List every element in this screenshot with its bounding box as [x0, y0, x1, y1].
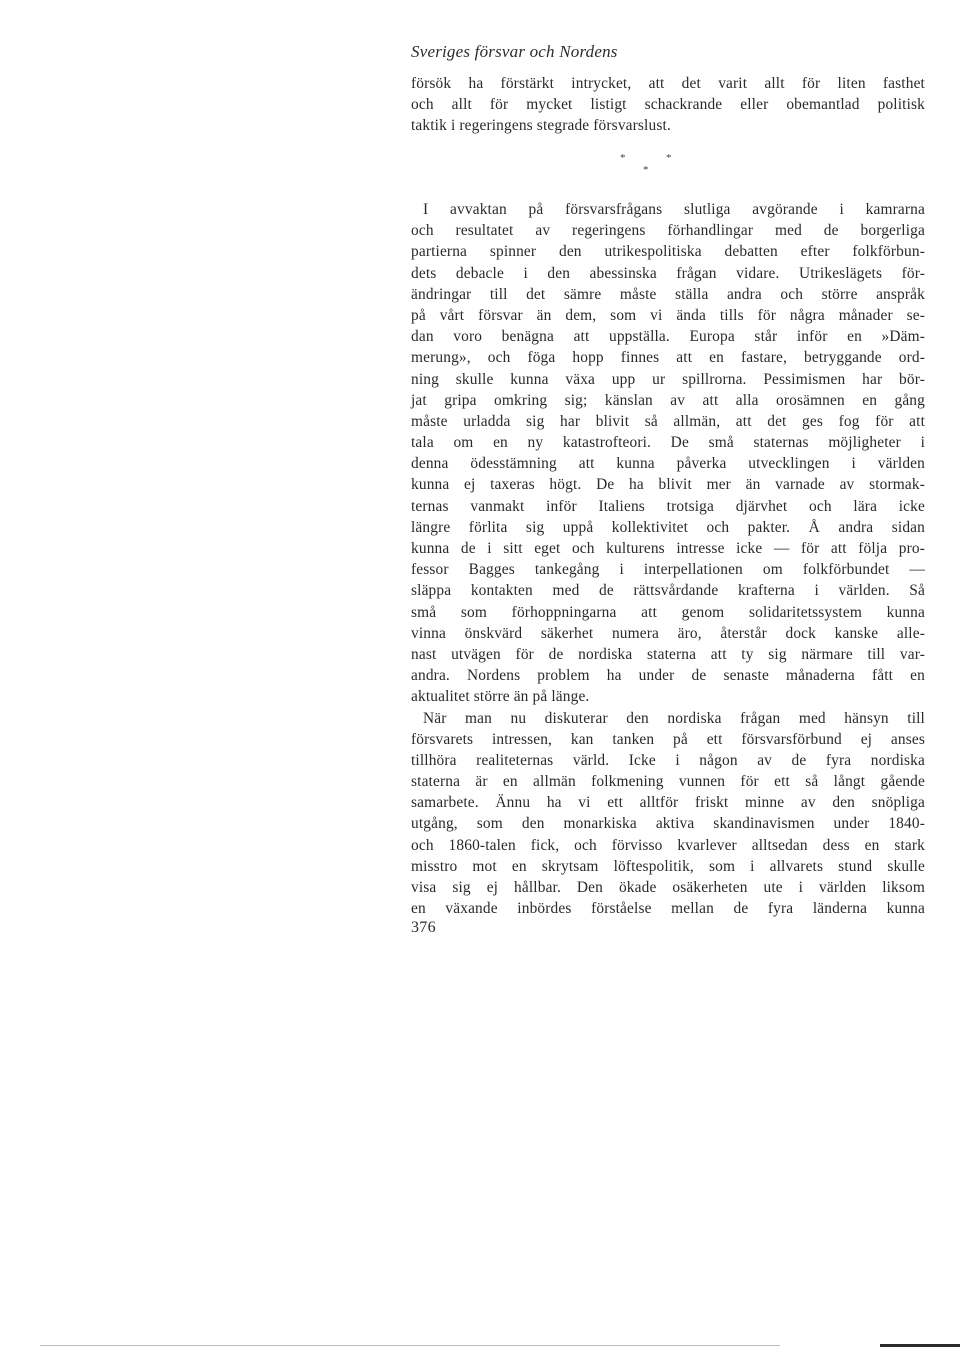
asterisk-icon: *	[620, 152, 626, 164]
text-line: dets debacle i den abessinska frågan vidare. Utrikeslägets för-	[411, 264, 925, 282]
text-line: andra. Nordens problem ha under de senaste månaderna fått en	[411, 667, 925, 685]
text-line: och allt för mycket listigt schackrande eller obemantlad politisk	[411, 96, 925, 114]
scan-edge-light	[40, 1345, 780, 1346]
text-line: samarbete. Ännu ha vi ett alltför friskt minne av den snöpliga	[411, 794, 925, 812]
intro-paragraph	[411, 73, 925, 137]
asterisk-icon: *	[666, 152, 672, 164]
text-line: längre förlita sig uppå kollektivitet och pakter. Å andra sidan	[411, 518, 925, 536]
text-line: tillhöra realiteternas värld. Icke i någon av de fyra nordiska	[411, 751, 925, 769]
body-text	[411, 199, 925, 919]
text-line: dan voro benägna att uppställa. Europa står inför en »Däm-	[411, 328, 925, 346]
text-line: visa sig ej hållbar. Den ökade osäkerheten ute i världen liksom	[411, 879, 925, 896]
text-line: denna ödesstämning att kunna påverka utvecklingen i världen	[411, 455, 925, 473]
text-line: tala om en ny katastrofteori. De små staternas möjligheter i	[411, 434, 925, 452]
scan-edge-rule	[0, 1344, 960, 1347]
text-line: försök ha förstärkt intrycket, att det varit allt för liten fasthet	[411, 75, 925, 92]
text-line: utgång, som den monarkiska aktiva skandinavismen under 1840-	[411, 815, 925, 833]
text-line: på vårt försvar än dem, som vi ända tills för några månader se-	[411, 306, 925, 324]
text-line: partierna spinner den utrikespolitiska debatten efter folkförbun-	[411, 243, 925, 261]
text-line: jat gripa omkring sig; känslan av att alla orosämnen en gång	[411, 391, 925, 409]
text-line: ternas vanmakt inför Italiens trotsiga djärvhet och lära icke	[411, 497, 925, 515]
text-line: ning skulle kunna växa upp ur spillrorna. Pessimismen har bör-	[411, 370, 925, 388]
text-line: släppa kontakten med de rättsvårdande krafterna i världen. Så	[411, 582, 925, 600]
text-line: en växande inbördes förståelse mellan de fyra länderna kunna	[411, 900, 925, 918]
text-line: försvarets intressen, kan tanken på ett försvarsförbund ej anses	[411, 730, 925, 748]
text-line: I avvaktan på försvarsfrågans slutliga avgörande i kamrarna	[423, 201, 925, 218]
scan-edge-dark	[880, 1344, 960, 1347]
text-line: merung», och föga hopp finnes att en fastare, betryggande ord-	[411, 349, 925, 367]
text-line: aktualitet större än på länge.	[411, 688, 590, 706]
text-line: misstro mot en skrytsam löftespolitik, som i allvarets stund skulle	[411, 857, 925, 875]
text-line: staterna är en allmän folkmening vunnen för ett så långt gående	[411, 773, 925, 791]
text-line: nast utvägen för de nordiska staterna att ty sig närmare till var-	[411, 645, 925, 663]
text-line: fessor Bagges tankegång i interpellationen om folkförbundet —	[411, 561, 925, 579]
text-line: När man nu diskuterar den nordiska frågan med hänsyn till	[423, 709, 925, 727]
text-line: ändringar till det sämre måste ställa andra och större anspråk	[411, 285, 925, 303]
text-line: små som förhoppningarna att genom solidaritetssystem kunna	[411, 603, 925, 621]
text-line: och resultatet av regeringens förhandlingar med de borgerliga	[411, 222, 925, 240]
asterisk-icon: *	[643, 164, 649, 176]
text-line: kunna de i sitt eget och kulturens intresse icke — för att följa pro-	[411, 540, 925, 557]
text-line: måste urladda sig har blivit så allmän, att det ges fog för att	[411, 412, 925, 430]
text-line: kunna ej taxeras högt. De ha blivit mer än varnade av stormak-	[411, 476, 925, 494]
text-line: taktik i regeringens stegrade försvarslust.	[411, 117, 671, 135]
text-line: och 1860-talen fick, och förvisso kvarlever alltsedan dess en stark	[411, 836, 925, 854]
page-number: 376	[411, 919, 436, 936]
section-break	[620, 152, 690, 182]
text-line: vinna önskvärd säkerhet numera äro, återstår dock kanske alle-	[411, 624, 925, 642]
running-head: Sveriges försvar och Nordens	[411, 42, 618, 61]
